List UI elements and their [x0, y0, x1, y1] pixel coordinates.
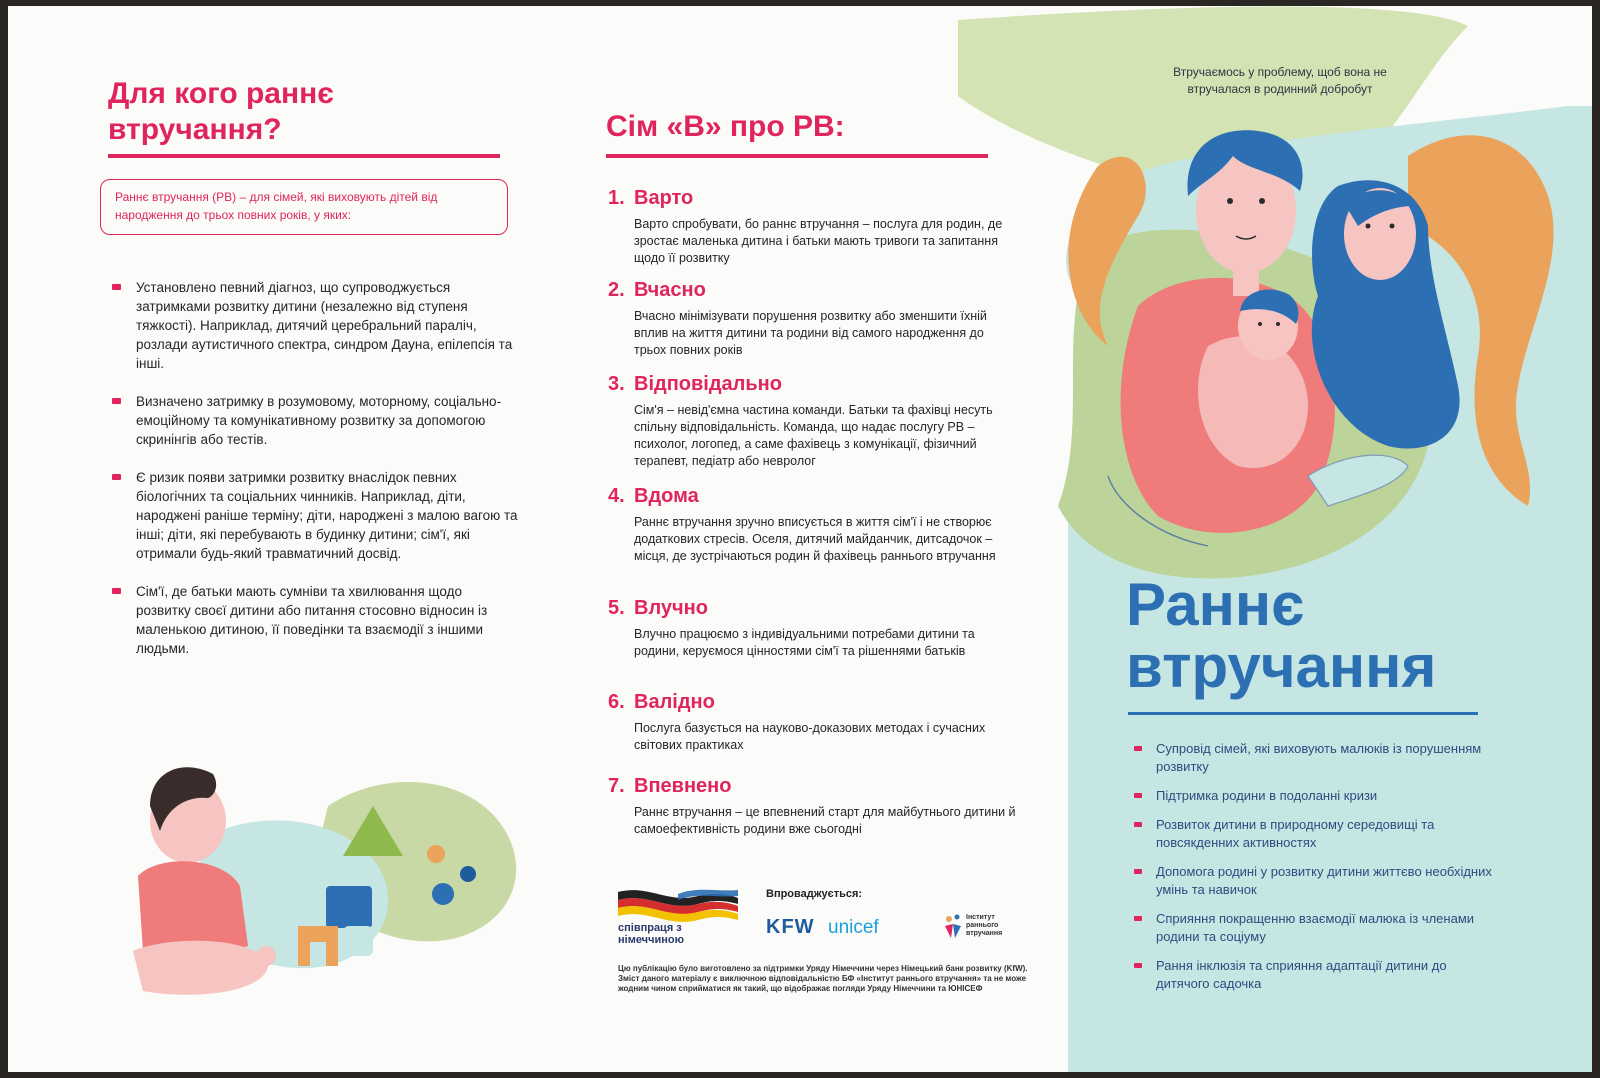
item-number: 6.	[608, 691, 625, 713]
item-text: Варто спробувати, бо раннє втручання – послуга для родин, де зростає маленька дитина і батьки мають тривоги та запитання щодо її розвитку	[634, 217, 1003, 265]
intro-callout: Раннє втручання (РВ) – для сімей, які виховують дітей від народження до трьох повних років, у яких:	[100, 179, 508, 235]
institute-line: втручання	[966, 930, 1003, 937]
item-heading: Відповідально	[634, 373, 782, 395]
partner-caption-line: німеччиною	[618, 934, 684, 946]
implemented-by-label: Впроваджується:	[766, 888, 863, 900]
item-number: 3.	[608, 373, 625, 395]
item-text: Раннє втручання зручно вписується в життя сім'ї і не створює додаткових стресів. Оселя, дитячий майданчик, дитсадочок – місця, де зустрічаються родин й фахівець раннього втручання	[634, 515, 996, 563]
item-heading: Варто	[634, 187, 694, 209]
item-number: 1.	[608, 187, 625, 209]
disclaimer-text: Цю публікацію було виготовлено за підтримки Уряду Німеччини через Німецький банк розвитку (KfW). Зміст даного матеріалу є виключною відповідальністю БФ «Інститут раннього втручання» та не може жодним чином сприйматися як такий, що відображає погляди Уряду Німеччини та ЮНІСЕФ	[618, 964, 1028, 993]
item-number: 4.	[608, 485, 625, 507]
list-item: Сім'ї, де батьки мають сумніви та хвилювання щодо розвитку своєї дитини або питання стосовно відносин із маленькою дитиною, її поведінки та взаємодії з іншими людьми.	[108, 582, 518, 658]
item-number: 5.	[608, 597, 625, 619]
item-heading: Впевнено	[634, 775, 732, 797]
item-heading: Вчасно	[634, 279, 706, 301]
partner-caption-line: співпраця з	[618, 922, 682, 934]
brochure-title-underline	[1128, 712, 1478, 715]
list-item: Рання інклюзія та сприяння адаптації дитини до дитячого садочка	[1132, 957, 1492, 993]
institute-line: Інститут	[966, 914, 995, 921]
item-text: Раннє втручання – це впевнений старт для майбутнього дитини й самоефективність родини вже сьогодні	[634, 805, 1016, 836]
item-text: Сім'я – невід'ємна частина команди. Батьки та фахівці несуть спільну відповідальність. Команда, що надає послугу РВ – психолог, логопед, а саме фахівець з комунікації, фізичний терапевт, педіатр або невролог	[634, 403, 993, 468]
item-text: Влучно працюємо з індивідуальними потребами дитини та родини, керуємося цінностями сім'ї та рішеннями батьків	[634, 627, 975, 658]
unicef-logo: unicef	[828, 917, 879, 938]
item-heading: Валідно	[634, 691, 715, 713]
kfw-logo: KFW	[766, 916, 815, 938]
seven-v-title: Сім «В» про РВ:	[606, 110, 845, 143]
item-heading: Влучно	[634, 597, 708, 619]
item-number: 7.	[608, 775, 625, 797]
list-item: Є ризик появи затримки розвитку внаслідок певних біологічних та соціальних чинників. Наприклад, діти, народжені раніше терміну; діти, народжені з малою вагою та інші; діти, які перебувають в будинку дитини; сім'ї, які отримали будь-який травматичний досвід.	[108, 468, 518, 563]
left-section-title: Для кого раннє втручання?	[108, 77, 334, 146]
item-heading: Вдома	[634, 485, 699, 507]
services-list	[1132, 740, 1492, 1004]
item-text: Послуга базується на науково-доказових методах і сучасних світових практиках	[634, 721, 986, 752]
list-item: Підтримка родини в подоланні кризи	[1132, 787, 1492, 805]
list-item: Допомога родині у розвитку дитини життєво необхідних умінь та навичок	[1132, 863, 1492, 899]
brochure-title-line: Раннє	[1126, 571, 1305, 638]
brochure-sheet	[8, 6, 1592, 1072]
list-item: Супровід сімей, які виховують малюків із порушенням розвитку	[1132, 740, 1492, 776]
brochure-title	[1126, 571, 1556, 700]
item-number: 2.	[608, 279, 625, 301]
list-item: Установлено певний діагноз, що супроводжується затримками розвитку дитини (незалежно від ступеня тяжкості). Наприклад, дитячий церебральний параліч, розлади аутистичного спектра, синдром Дауна, епілепсія та інші.	[108, 278, 518, 373]
list-item: Сприяння покращенню взаємодії малюка із членами родини та соціуму	[1132, 910, 1492, 946]
list-item: Розвиток дитини в природному середовищі та повсякденних активностях	[1132, 816, 1492, 852]
brochure-title-line: втручання	[1126, 633, 1437, 700]
tagline: Втручаємось у проблему, щоб вона не втручалася в родинний добробут	[1173, 65, 1387, 96]
item-text: Вчасно мінімізувати порушення розвитку або зменшити їхній вплив на життя дитини та родини від самого народження до трьох повних років	[634, 309, 987, 357]
institute-line: раннього	[966, 922, 999, 929]
list-item: Визначено затримку в розумовому, моторному, соціально-емоційному та комунікативному розвитку за допомогою скринінгів або тестів.	[108, 392, 518, 449]
